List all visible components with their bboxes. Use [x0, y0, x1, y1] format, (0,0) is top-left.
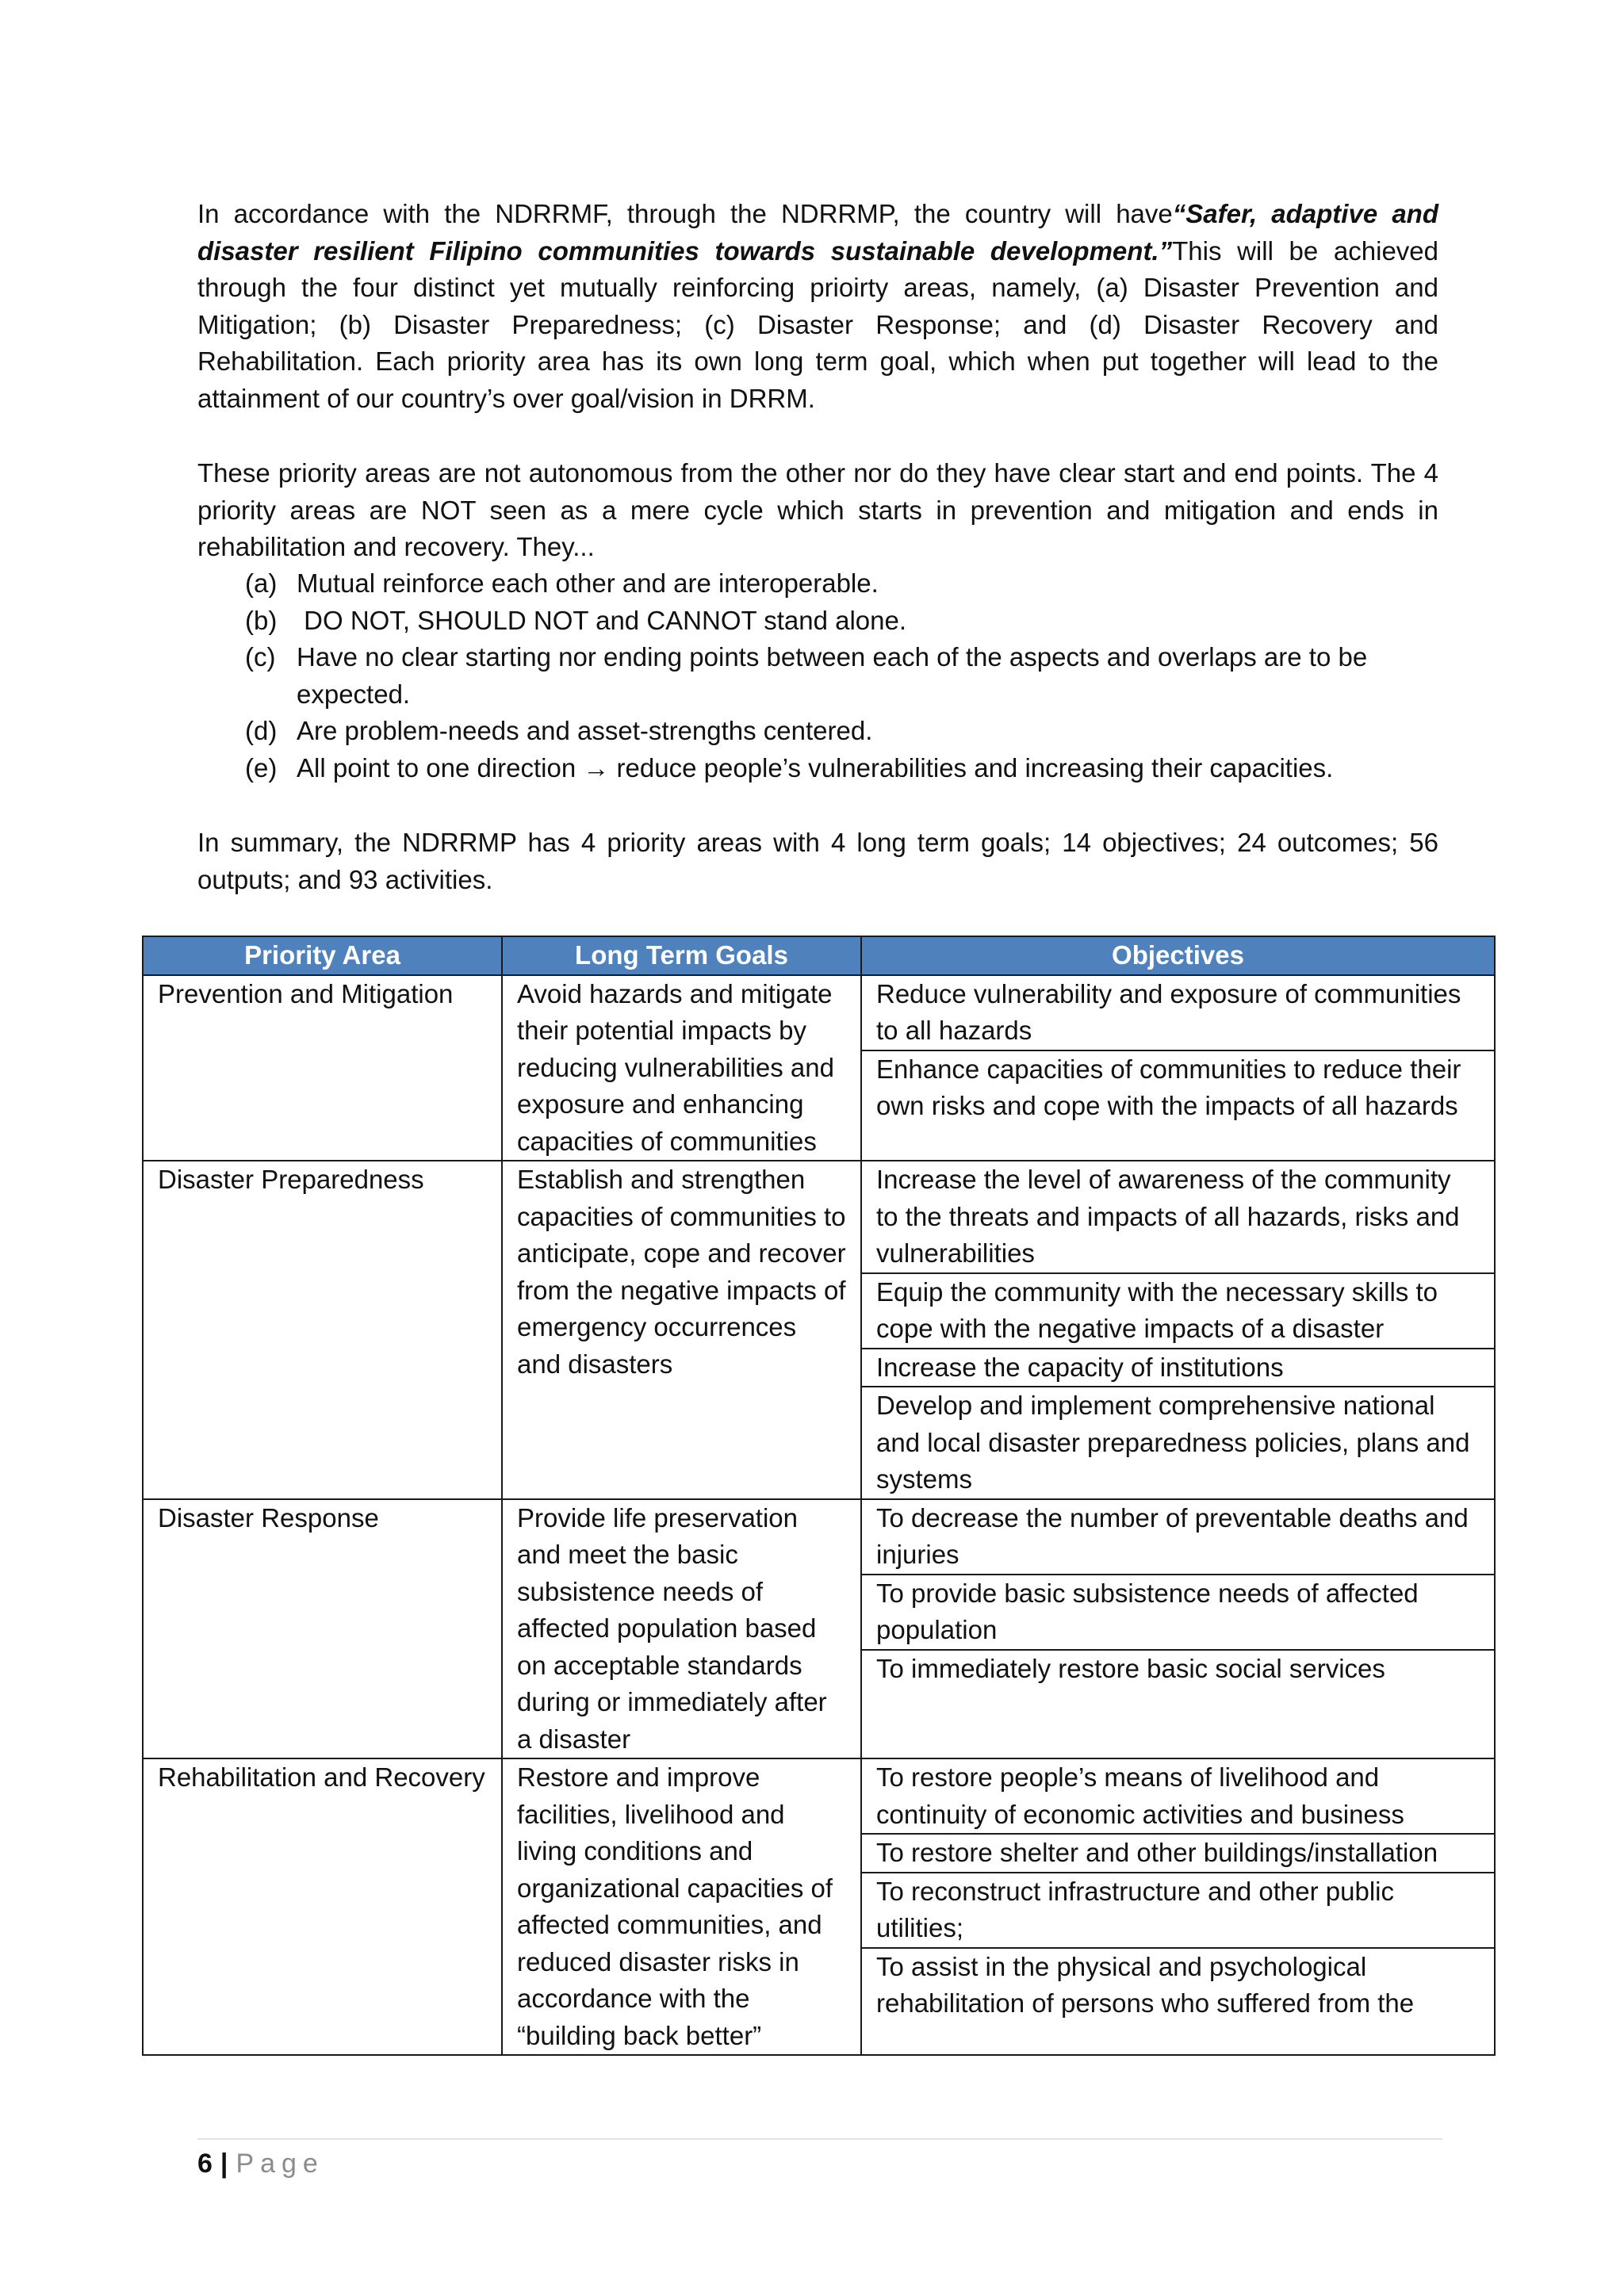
footer-divider	[197, 2138, 1442, 2140]
table-row	[143, 1758, 1495, 2055]
list-item	[197, 603, 1438, 640]
header-long-term-goals: Long Term Goals	[502, 936, 861, 975]
objective-item: Increase the capacity of institutions	[862, 1349, 1494, 1388]
priority-area-cell: Disaster Response	[143, 1499, 502, 1759]
table-row	[143, 1499, 1495, 1759]
intro-lead: In accordance with the NDRRMF, through the NDRRMP, the country will have	[197, 199, 1173, 228]
objective-item: To restore people’s means of livelihood and continuity of economic activities and business	[862, 1759, 1494, 1835]
objective-item: To decrease the number of preventable deaths and injuries	[862, 1500, 1494, 1575]
long-term-goal-cell: Restore and improve facilities, livelihood and living conditions and organizational capacities of affected communities, and reduced disaster risks in accordance with the “building back better”	[502, 1758, 861, 2055]
page-footer	[197, 2145, 324, 2182]
list-item-text: All point to one direction → reduce people’s vulnerabilities and increasing their capacities.	[297, 752, 1334, 783]
objective-item: Enhance capacities of communities to reduce their own risks and cope with the impacts of all hazards	[876, 1054, 1461, 1120]
list-marker: (b)	[245, 605, 278, 635]
priority-area-cell: Rehabilitation and Recovery	[143, 1758, 502, 2055]
list-item	[197, 639, 1438, 713]
objective-item: Develop and implement comprehensive national and local disaster preparedness policies, plans and systems	[876, 1391, 1470, 1494]
header-objectives: Objectives	[861, 936, 1495, 975]
intro-rest: This will be achieved through the four distinct yet mutually reinforcing prioirty areas, namely, (a) Disaster Prevention and Mitigation; (b) Disaster Preparedness; (c) Disaster Response; and (d) Disaster Recovery and Rehabilitation. Each priority area has its own long term goal, which when put together will lead to the attainment of our country’s over goal/vision in DRRM.	[197, 235, 1438, 413]
vision-statement: “Safer, adaptive and disaster resilient Filipino communities towards sustainable development.”	[197, 199, 1438, 266]
table-row	[143, 975, 1495, 1161]
list-item-text: DO NOT, SHOULD NOT and CANNOT stand alone.	[297, 605, 907, 635]
table-header-row	[143, 936, 1495, 975]
objectives-cell	[861, 975, 1495, 1161]
priority-areas-table	[142, 936, 1496, 2056]
objectives-cell	[861, 1161, 1495, 1499]
objective-item: Increase the level of awareness of the community to the threats and impacts of all hazards, risks and vulnerabilities	[862, 1161, 1494, 1274]
list-marker: (d)	[245, 716, 278, 745]
list-item-text: Have no clear starting nor ending points between each of the aspects and overlaps are to be expected.	[297, 642, 1368, 709]
priority-note-paragraph: These priority areas are not autonomous from the other nor do they have clear start and end points. The 4 priority areas are NOT seen as a mere cycle which starts in prevention and mitigation and ends in rehabilitation and recovery. They...	[197, 458, 1438, 561]
intro-paragraph	[197, 196, 1438, 417]
objective-item: Equip the community with the necessary skills to cope with the negative impacts of a disaster	[862, 1274, 1494, 1349]
objective-item: To provide basic subsistence needs of affected population	[862, 1575, 1494, 1651]
list-item-text: Are problem-needs and asset-strengths centered.	[297, 716, 873, 745]
objective-item: To restore shelter and other buildings/installation	[862, 1835, 1494, 1873]
list-marker: (c)	[245, 642, 276, 672]
priority-area-cell: Disaster Preparedness	[143, 1161, 502, 1499]
list-item	[197, 565, 1438, 603]
characteristics-list	[197, 565, 1438, 786]
list-item	[197, 750, 1438, 787]
long-term-goal-cell: Provide life preservation and meet the basic subsistence needs of affected population based on acceptable standards during or immediately after a disaster	[502, 1499, 861, 1759]
objectives-cell	[861, 1758, 1495, 2055]
list-marker: (e)	[245, 752, 278, 783]
list-item-text: Mutual reinforce each other and are interoperable.	[297, 568, 879, 598]
page-number: 6	[197, 2149, 213, 2179]
objective-item: To immediately restore basic social services	[876, 1653, 1385, 1683]
footer-separator: |	[220, 2149, 228, 2179]
objective-item: To assist in the physical and psychological rehabilitation of persons who suffered from the	[876, 1951, 1415, 2018]
page-label: Page	[236, 2149, 324, 2179]
objective-item: Reduce vulnerability and exposure of communities to all hazards	[862, 976, 1494, 1051]
table-row	[143, 1161, 1495, 1499]
objective-item: To reconstruct infrastructure and other public utilities;	[862, 1873, 1494, 1949]
objectives-cell	[861, 1499, 1495, 1759]
list-marker: (a)	[245, 568, 278, 598]
header-priority-area: Priority Area	[143, 936, 502, 975]
summary-paragraph: In summary, the NDRRMP has 4 priority areas with 4 long term goals; 14 objectives; 24 outcomes; 56 outputs; and 93 activities.	[197, 828, 1438, 894]
long-term-goal-cell: Establish and strengthen capacities of communities to anticipate, cope and recover from the negative impacts of emergency occurrences and disasters	[502, 1161, 861, 1499]
priority-area-cell: Prevention and Mitigation	[143, 975, 502, 1161]
list-item	[197, 713, 1438, 750]
long-term-goal-cell: Avoid hazards and mitigate their potential impacts by reducing vulnerabilities and exposure and enhancing capacities of communities	[502, 975, 861, 1161]
